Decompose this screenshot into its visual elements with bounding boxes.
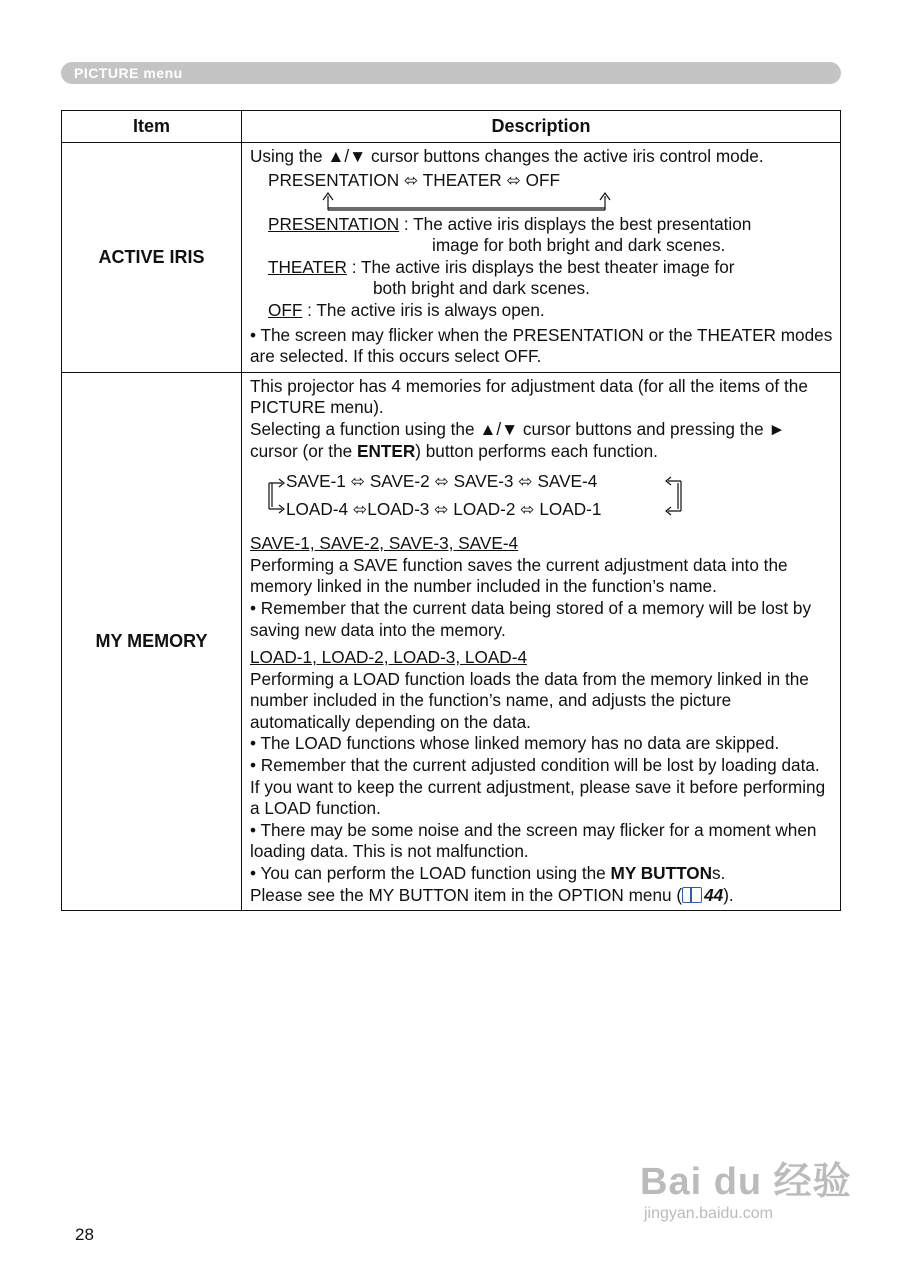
header-item: Item [62, 111, 242, 143]
watermark-url: jingyan.baidu.com [644, 1205, 773, 1222]
active-iris-intro: Using the ▲/▼ cursor buttons changes the active iris control mode. [250, 146, 764, 166]
off-term: OFF [268, 299, 303, 320]
theater-def [250, 257, 834, 279]
watermark [640, 1150, 852, 1223]
load-flow-text: LOAD-4 ⬄LOAD-3 ⬄ LOAD-2 ⬄ LOAD-1 [286, 499, 602, 520]
theater-desc2: both bright and dark scenes. [373, 278, 590, 299]
theater-desc1: : The active iris displays the best theater image for [346, 256, 735, 277]
item-active-iris: ACTIVE IRIS [62, 143, 242, 373]
active-iris-flow-text: PRESENTATION ⬄ THEATER ⬄ OFF [268, 169, 561, 190]
table-row-my-memory [62, 372, 841, 910]
page-number: 28 [75, 1225, 94, 1244]
item-my-memory: MY MEMORY [62, 372, 242, 910]
load-note-2: • Remember that the current adjusted condition will be lost by loading data. If you want to keep the current adjustment, please save it before performing a LOAD function. [250, 755, 826, 819]
book-icon [682, 887, 702, 903]
theater-term: THEATER [268, 256, 347, 277]
load-note-5 [250, 885, 834, 907]
load-note-1: • The LOAD functions whose linked memory has no data are skipped. [250, 733, 780, 754]
active-iris-note: • The screen may flicker when the PRESENTATION or the THEATER modes are selected. If this occurs select OFF. [250, 324, 833, 367]
load-note-4-b: s. [712, 863, 726, 884]
desc-active-iris [242, 143, 841, 373]
save-flow-text: SAVE-1 ⬄ SAVE-2 ⬄ SAVE-3 ⬄ SAVE-4 [286, 471, 598, 492]
select-text-b: ) button performs each function. [415, 440, 658, 461]
save-heading: SAVE-1, SAVE-2, SAVE-3, SAVE-4 [250, 533, 519, 554]
section-title-bar [61, 62, 841, 84]
pres-desc2: image for both bright and dark scenes. [432, 235, 726, 256]
load-text: Performing a LOAD function loads the data from the memory linked in the number included in the function’s name, and adjusts the picture automatically depending on the data. [250, 668, 809, 732]
table-row-active-iris [62, 143, 841, 373]
active-iris-flow [250, 168, 834, 214]
save-note: • Remember that the current data being stored of a memory will be lost by saving new data into the memory. [250, 597, 812, 640]
header-description: Description [242, 111, 841, 143]
loop-arrow-icon [250, 168, 670, 214]
load-note-4 [250, 863, 834, 885]
load-note-5-b: ). [723, 884, 734, 905]
off-def [250, 300, 834, 322]
pres-desc1: : The active iris displays the best presentation [399, 213, 752, 234]
my-memory-flow [250, 465, 834, 525]
save-text: Performing a SAVE function saves the current adjustment data into the memory linked in the number included in the function’s name. [250, 554, 788, 597]
my-memory-intro: This projector has 4 memories for adjustment data (for all the items of the PICTURE menu). [250, 375, 808, 418]
load-note-4-a: • You can perform the LOAD function using the [250, 863, 611, 884]
table-header-row [62, 111, 841, 143]
pres-term: PRESENTATION [268, 213, 400, 234]
pres-def [250, 214, 834, 236]
off-desc: : The active iris is always open. [302, 299, 545, 320]
page-reference-link[interactable]: 44 [704, 884, 724, 905]
my-memory-select [250, 419, 834, 462]
desc-my-memory [242, 372, 841, 910]
watermark-logo: Bai du 经验 [640, 1161, 852, 1203]
load-heading: LOAD-1, LOAD-2, LOAD-3, LOAD-4 [250, 647, 527, 668]
select-text-a: Selecting a function using the ▲/▼ cursor buttons and pressing the ► cursor (or the [250, 418, 786, 461]
load-note-5-a: Please see the MY BUTTON item in the OPTION menu ( [250, 884, 683, 905]
picture-menu-table [61, 110, 841, 911]
my-button-label: MY BUTTON [610, 863, 713, 884]
enter-key-label: ENTER [356, 440, 416, 461]
section-title: PICTURE menu [74, 65, 183, 81]
load-note-3: • There may be some noise and the screen may flicker for a moment when loading data. This is not malfunction. [250, 819, 817, 862]
